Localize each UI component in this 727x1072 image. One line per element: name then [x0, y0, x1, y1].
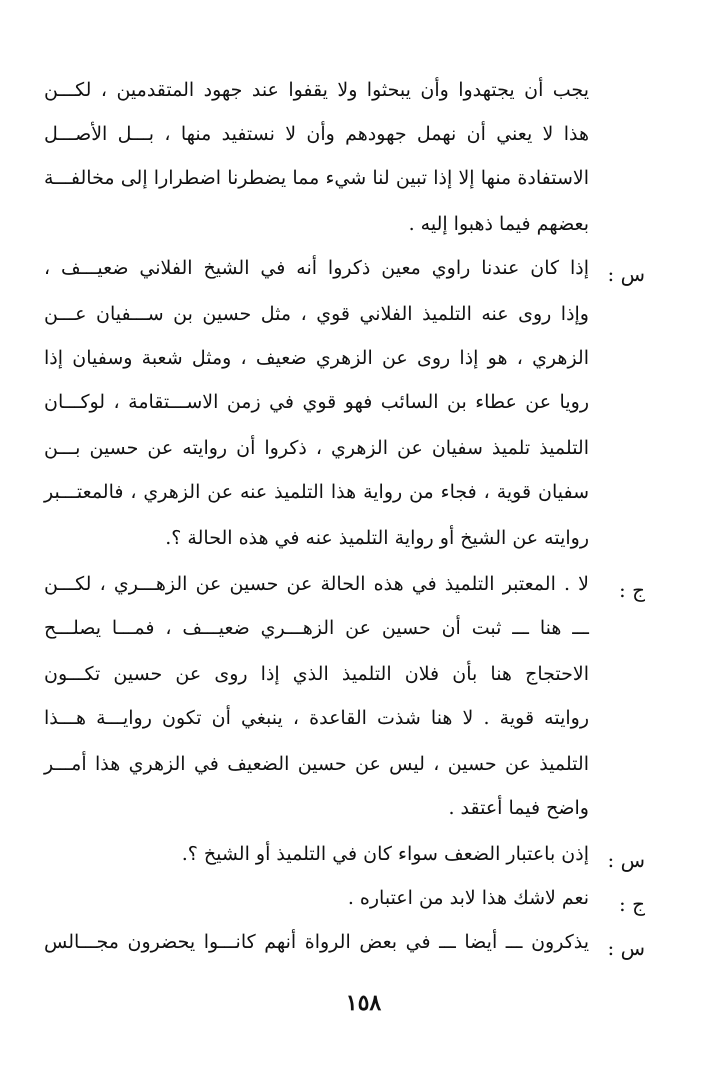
text-line: رويا عن عطاء بن السائب فهو قوي في زمن الاســـتقامة ، لوكـــان [44, 391, 589, 413]
text-line: هذا لا يعني أن نهمل جهودهم وأن لا نستفيد منها ، بـــل الأصـــل [44, 123, 589, 145]
answer-label: ج : [618, 892, 645, 916]
text-line: التلميذ عن حسين ، ليس عن حسين الضعيف في الزهري هذا أمـــر [44, 753, 589, 775]
question-label: س : [607, 848, 645, 872]
text-line: الاحتجاج هنا بأن فلان التلميذ الذي إذا روى عن حسين تكـــون [44, 663, 589, 685]
question-label: س : [607, 262, 645, 286]
text-line: الزهري ، هو إذا روى عن الزهري ضعيف ، ومثل شعبة وسفيان إذا [44, 347, 589, 369]
text-line: نعم لاشك هذا لابد من اعتباره . [347, 887, 589, 909]
text-line: يذكرون ـــ أيضا ـــ في بعض الرواة أنهم كانـــوا يحضرون مجـــالس [44, 931, 589, 953]
text-line: سفيان قوية ، فجاء من رواية هذا التلميذ عنه عن الزهري ، فالمعتـــبر [44, 481, 589, 503]
text-line: التلميذ تلميذ سفيان عن الزهري ، ذكروا أن روايته عن حسين بـــن [44, 437, 589, 459]
text-line: يجب أن يجتهدوا وأن يبحثوا ولا يقفوا عند جهود المتقدمين ، لكـــن [44, 79, 589, 101]
text-line: واضح فيما أعتقد . [448, 797, 589, 819]
question-label: س : [607, 936, 645, 960]
text-line: إذا كان عندنا راوي معين ذكروا أنه في الشيخ الفلاني ضعيـــف ، [44, 257, 589, 279]
text-line: وإذا روى عنه التلميذ الفلاني قوي ، مثل حسين بن ســـفيان عـــن [44, 303, 589, 325]
text-line: روايته عن الشيخ أو رواية التلميذ عنه في هذه الحالة ؟. [165, 527, 589, 549]
text-line: الاستفادة منها إلا إذا تبين لنا شيء مما يضطرنا اضطرارا إلى مخالفـــة [44, 167, 589, 189]
text-line: لا . المعتبر التلميذ في هذه الحالة عن حسين عن الزهـــري ، لكـــن [44, 573, 589, 595]
page-number: ١٥٨ [345, 990, 382, 1016]
text-line: ـــ هنا ـــ ثبت أن حسين عن الزهـــري ضعيـــف ، فمـــا يصلـــح [44, 617, 589, 639]
text-line: روايته قوية . لا هنا شذت القاعدة ، ينبغي أن تكون روايـــة هـــذا [44, 707, 589, 729]
answer-label: ج : [618, 578, 645, 602]
text-line: بعضهم فيما ذهبوا إليه . [408, 213, 589, 235]
text-line: إذن باعتبار الضعف سواء كان في التلميذ أو الشيخ ؟. [181, 843, 589, 865]
